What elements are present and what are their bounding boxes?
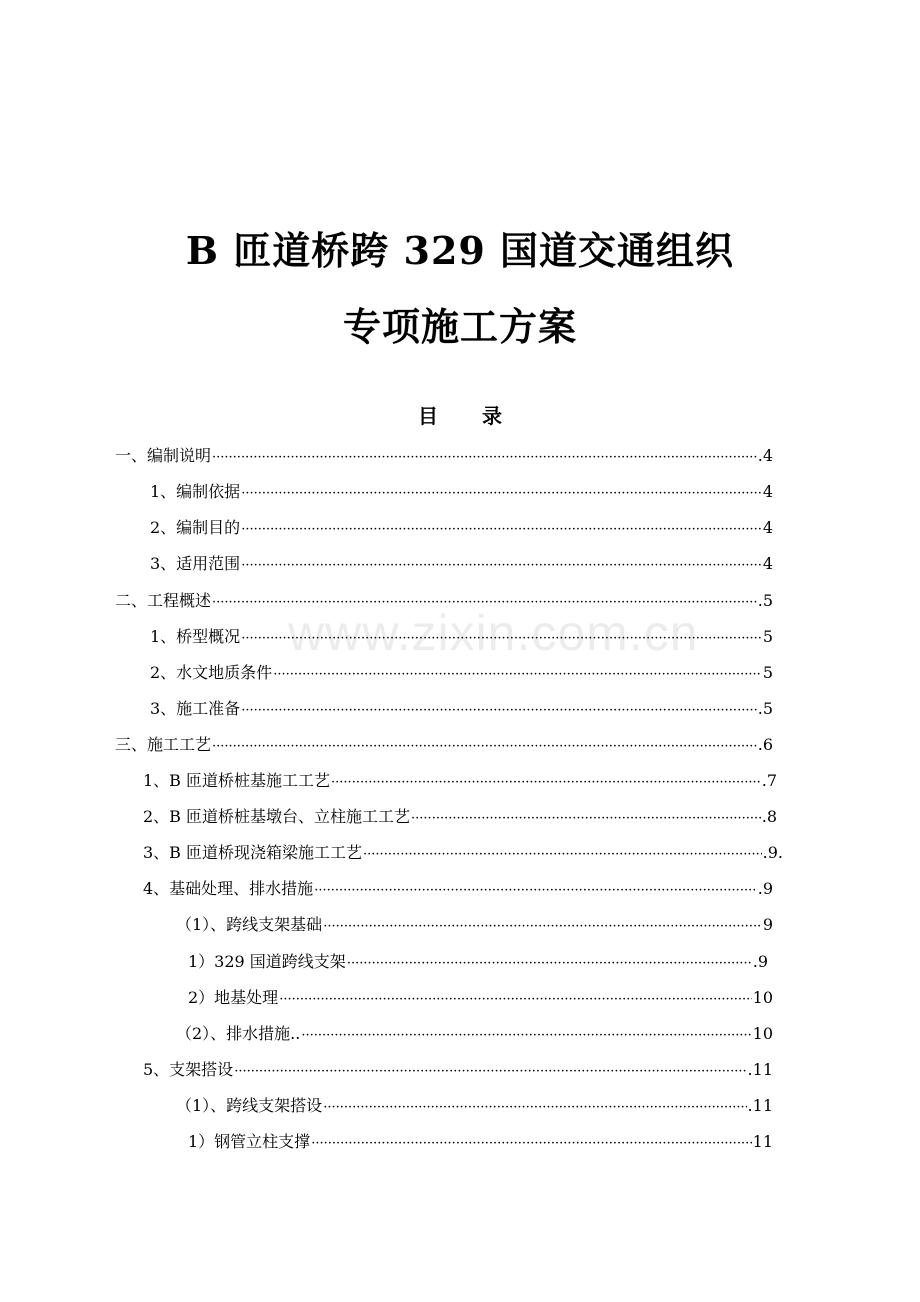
toc-entry-page: .7 bbox=[761, 771, 777, 790]
toc-entry-page: 4 bbox=[762, 482, 773, 501]
toc-entry-label: 3、B 匝道桥现浇箱梁施工工艺 bbox=[143, 843, 363, 862]
toc-leader-dots bbox=[314, 876, 757, 906]
toc-leader-dots bbox=[311, 1129, 751, 1159]
toc-entry-label: 1）329 国道跨线支架 bbox=[188, 952, 346, 971]
toc-entry-label: 4、基础处理、排水措施 bbox=[143, 879, 314, 898]
toc-entry-label: 2、B 匝道桥桩基墩台、立柱施工工艺 bbox=[143, 807, 411, 826]
toc-entry-label: 5、支架搭设 bbox=[143, 1060, 234, 1079]
toc-entry-label: 二、工程概述 bbox=[115, 591, 212, 610]
toc-leader-dots bbox=[331, 768, 761, 798]
toc-entry[interactable] bbox=[150, 658, 773, 688]
toc-entry-label: 1、编制依据 bbox=[150, 482, 241, 501]
toc-entry[interactable] bbox=[150, 622, 773, 652]
toc-entry-label: 2、编制目的 bbox=[150, 518, 241, 537]
toc-leader-dots bbox=[212, 732, 757, 762]
toc-entry-page: .5 bbox=[757, 699, 773, 718]
toc-entry[interactable] bbox=[143, 874, 773, 904]
toc-entry-label: （2）、排水措施.. bbox=[176, 1024, 301, 1043]
toc-leader-dots bbox=[273, 660, 762, 690]
toc-entry[interactable] bbox=[150, 477, 773, 507]
toc-entry-label: （1）、跨线支架基础 bbox=[176, 915, 323, 934]
toc-entry-label: 1）钢管立柱支撑 bbox=[188, 1132, 311, 1151]
toc-leader-dots bbox=[279, 985, 751, 1015]
toc-entry-page: .6 bbox=[757, 735, 773, 754]
toc-entry-label: 2）地基处理 bbox=[188, 988, 279, 1007]
toc-entry-page: .9 bbox=[757, 879, 773, 898]
toc-entry-page: 4 bbox=[762, 518, 773, 537]
toc-leader-dots bbox=[347, 949, 752, 979]
toc-entry-page: .11 bbox=[747, 1060, 773, 1079]
toc-entry[interactable] bbox=[115, 441, 773, 471]
toc-entry-label: 1、桥型概况 bbox=[150, 627, 241, 646]
toc-entry[interactable] bbox=[188, 947, 768, 977]
toc-leader-dots bbox=[212, 443, 757, 473]
toc-entry-label: 三、施工工艺 bbox=[115, 735, 212, 754]
toc-leader-dots bbox=[241, 696, 757, 726]
toc-entry[interactable] bbox=[188, 1127, 773, 1157]
toc-leader-dots bbox=[241, 624, 762, 654]
toc-entry-page: .4 bbox=[757, 446, 773, 465]
toc-entry-label: 2、水文地质条件 bbox=[150, 663, 273, 682]
toc-entry[interactable] bbox=[143, 766, 777, 796]
toc-entry[interactable] bbox=[150, 513, 773, 543]
toc-entry[interactable] bbox=[115, 586, 773, 616]
toc-heading: 目录 bbox=[418, 404, 546, 428]
toc-entry[interactable] bbox=[150, 549, 773, 579]
toc-entry-page: .9 bbox=[752, 952, 768, 971]
toc-leader-dots bbox=[234, 1057, 746, 1087]
toc-leader-dots bbox=[241, 479, 762, 509]
toc-entry[interactable] bbox=[150, 694, 773, 724]
toc-entry[interactable] bbox=[143, 1055, 773, 1085]
toc-entry-page: 5 bbox=[762, 627, 773, 646]
toc-entry-page: .8 bbox=[761, 807, 777, 826]
toc-entry[interactable] bbox=[176, 910, 773, 940]
toc-entry-label: 1、B 匝道桥桩基施工工艺 bbox=[143, 771, 331, 790]
toc-entry[interactable] bbox=[176, 1019, 773, 1049]
toc-entry-page: 5 bbox=[762, 663, 773, 682]
toc-leader-dots bbox=[241, 551, 762, 581]
toc-leader-dots bbox=[363, 840, 762, 870]
toc-entry-page: .9. bbox=[762, 843, 783, 862]
toc-entry-page: 10 bbox=[752, 1024, 773, 1043]
document-subtitle: 专项施工方案 bbox=[342, 304, 577, 349]
toc-leader-dots bbox=[323, 1093, 746, 1123]
toc-entry-page: .11 bbox=[747, 1096, 773, 1115]
watermark: www.zixin.com.cn bbox=[288, 605, 699, 661]
toc-entry-page: 9 bbox=[762, 915, 773, 934]
toc-entry[interactable] bbox=[115, 730, 773, 760]
toc-leader-dots bbox=[212, 588, 757, 618]
toc-entry-page: 11 bbox=[752, 1132, 773, 1151]
document-title: B 匝道桥跨 329 国道交通组织 bbox=[185, 228, 735, 273]
toc-entry[interactable] bbox=[143, 802, 777, 832]
toc-leader-dots bbox=[301, 1021, 751, 1051]
toc-entry[interactable] bbox=[176, 1091, 773, 1121]
toc-entry[interactable] bbox=[188, 983, 773, 1013]
toc-entry-label: 3、适用范围 bbox=[150, 554, 241, 573]
toc-entry-page: 4 bbox=[762, 554, 773, 573]
toc-leader-dots bbox=[241, 515, 762, 545]
toc-leader-dots bbox=[411, 804, 761, 834]
toc-entry-page: .5 bbox=[757, 591, 773, 610]
toc-entry-page: 10 bbox=[752, 988, 773, 1007]
toc-leader-dots bbox=[323, 912, 762, 942]
toc-entry-label: 3、施工准备 bbox=[150, 699, 241, 718]
toc-entry-label: 一、编制说明 bbox=[115, 446, 212, 465]
toc-entry-label: （1）、跨线支架搭设 bbox=[176, 1096, 323, 1115]
toc-entry[interactable] bbox=[143, 838, 783, 868]
